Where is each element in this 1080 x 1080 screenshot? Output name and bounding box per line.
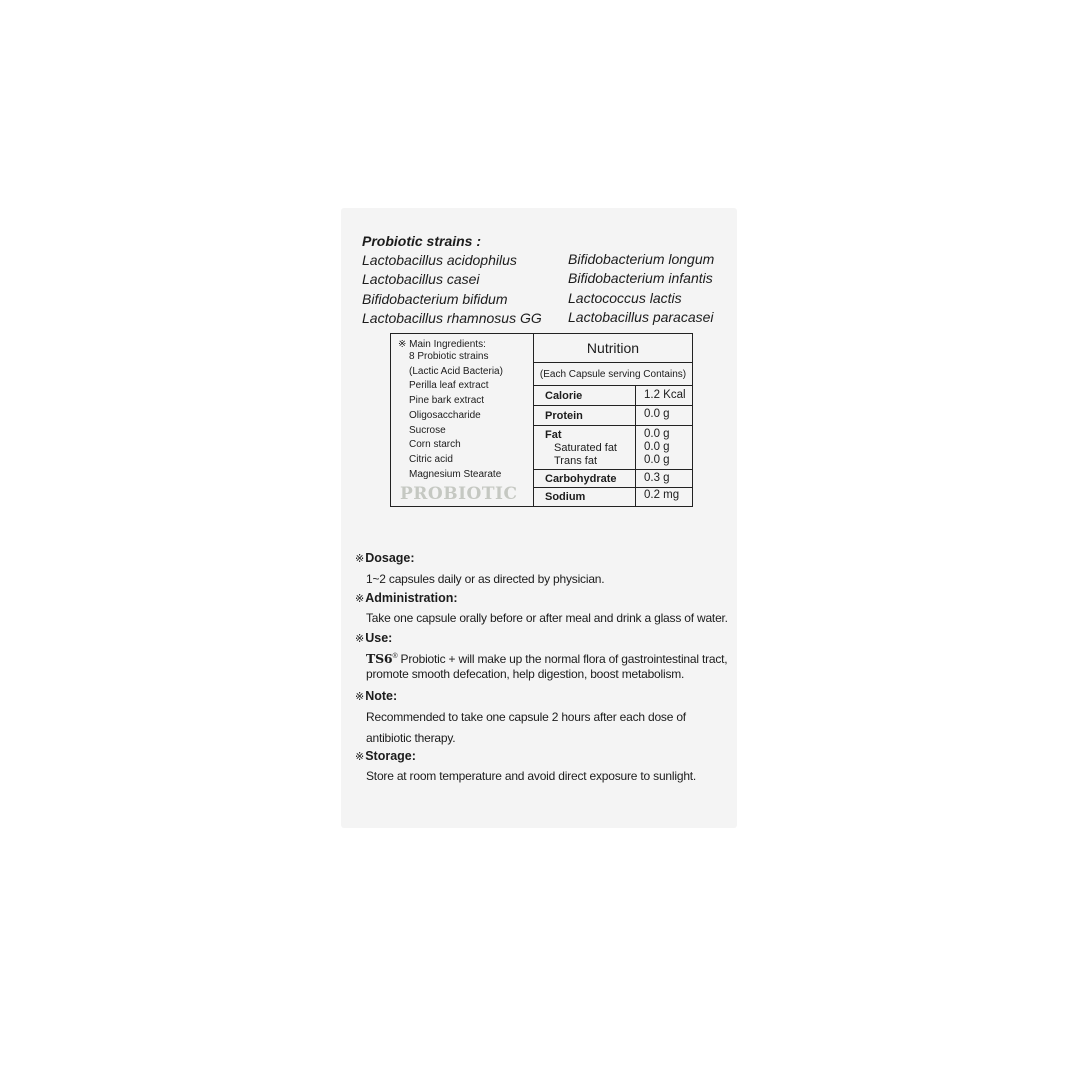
administration-heading: ※Administration: [355, 591, 458, 605]
reference-mark-icon: ※ [355, 553, 365, 565]
nutrition-value: 0.0 g [644, 408, 670, 420]
probiotic-logo: PROBIOTIC [400, 484, 518, 504]
use-text-line-1: TS6® Probiotic + will make up the normal flora of gastrointestinal tract, [366, 651, 728, 666]
strain-right-3: Lactococcus lactis [568, 290, 682, 306]
nutrition-label: Sodium [545, 491, 586, 503]
ingredient-item: Perilla leaf extract [409, 380, 489, 391]
nutrition-value: 1.2 Kcal [644, 389, 686, 401]
strain-left-4: Lactobacillus rhamnosus GG [362, 310, 542, 326]
reference-mark-icon: ※ [355, 633, 365, 645]
nutrition-row-fat [534, 426, 692, 470]
dosage-heading: ※Dosage: [355, 551, 415, 565]
ingredient-item: (Lactic Acid Bacteria) [409, 366, 503, 377]
reference-mark-icon: ※ [355, 691, 365, 703]
nutrition-title: Nutrition [534, 334, 692, 363]
strains-title: Probiotic strains : [362, 233, 482, 249]
registered-mark: ® [392, 653, 398, 660]
storage-text: Store at room temperature and avoid direct exposure to sunlight. [366, 769, 697, 783]
note-heading: ※Note: [355, 689, 398, 703]
nutrition-row-calorie [534, 386, 692, 406]
ingredients-header: ※ Main Ingredients: [398, 339, 486, 350]
product-label-card [341, 208, 737, 828]
nutrition-label: Fat [545, 429, 562, 441]
strain-left-3: Bifidobacterium bifidum [362, 291, 508, 307]
dosage-text: 1~2 capsules daily or as directed by physician. [366, 572, 605, 586]
strain-right-1: Bifidobacterium longum [568, 251, 715, 267]
ingredient-item: Citric acid [409, 454, 453, 465]
nutrition-label: Calorie [545, 390, 583, 402]
nutrition-serving: (Each Capsule serving Contains) [534, 363, 692, 386]
nutrition-row-protein [534, 406, 692, 426]
ts6-brand: TS6 [366, 651, 393, 666]
nutrition-value: 0.0 g [644, 441, 670, 453]
ingredient-item: Pine bark extract [409, 395, 485, 406]
administration-text: Take one capsule orally before or after meal and drink a glass of water. [366, 611, 728, 625]
reference-mark-icon: ※ [355, 751, 365, 763]
strain-right-2: Bifidobacterium infantis [568, 270, 713, 286]
nutrition-row-carbohydrate [534, 470, 692, 488]
nutrition-row-sodium [534, 488, 692, 506]
main-ingredients-box [391, 334, 534, 506]
ingredient-item: Magnesium Stearate [409, 469, 502, 480]
strain-right-4: Lactobacillus paracasei [568, 309, 714, 325]
nutrition-sublabel: Trans fat [554, 455, 597, 467]
ingredients-nutrition-panel [390, 333, 693, 507]
strain-left-2: Lactobacillus casei [362, 271, 480, 287]
nutrition-value: 0.2 mg [644, 489, 680, 501]
nutrition-value: 0.3 g [644, 472, 670, 484]
nutrition-sublabel: Saturated fat [554, 442, 617, 454]
ingredient-item: 8 Probiotic strains [409, 351, 489, 362]
ingredient-item: Oligosaccharide [409, 410, 481, 421]
storage-heading: ※Storage: [355, 749, 416, 763]
note-text-line-2: antibiotic therapy. [366, 731, 456, 745]
nutrition-table [534, 334, 692, 506]
use-heading: ※Use: [355, 631, 393, 645]
nutrition-value: 0.0 g [644, 454, 670, 466]
nutrition-label: Carbohydrate [545, 473, 617, 485]
nutrition-value: 0.0 g [644, 428, 670, 440]
strain-left-1: Lactobacillus acidophilus [362, 252, 517, 268]
ingredient-item: Sucrose [409, 425, 446, 436]
ingredient-item: Corn starch [409, 439, 461, 450]
reference-mark-icon: ※ [355, 593, 365, 605]
nutrition-label: Protein [545, 410, 583, 422]
note-text-line-1: Recommended to take one capsule 2 hours after each dose of [366, 710, 686, 724]
use-text-line-2: promote smooth defecation, help digestion, boost metabolism. [366, 667, 685, 681]
